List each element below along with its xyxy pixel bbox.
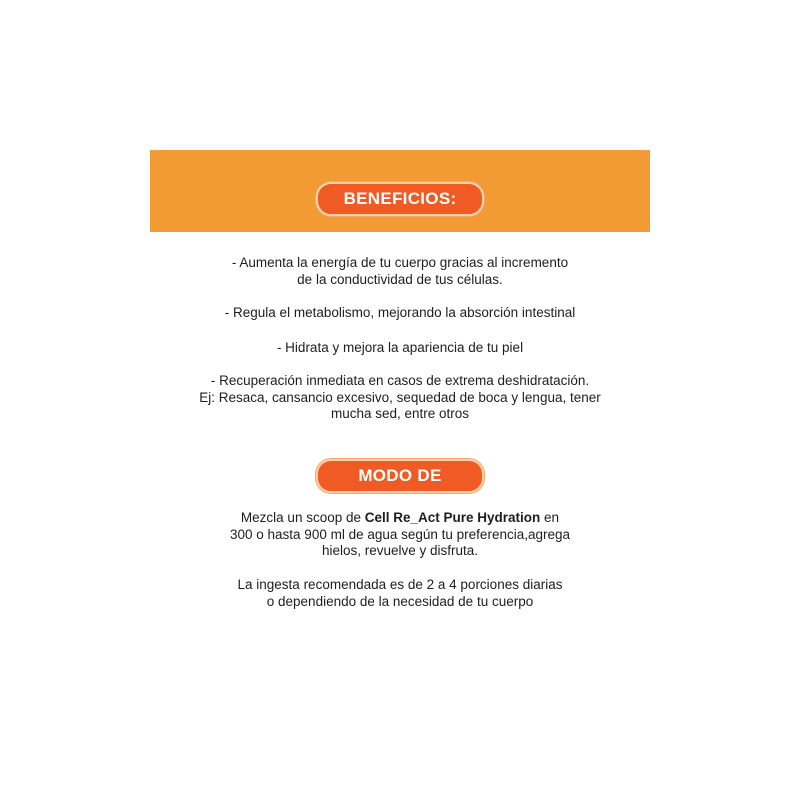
benefit-item-energy (150, 255, 650, 288)
usage-p1-line-3: hielos, revuelve y disfruta. (321, 543, 479, 558)
usage-heading: MODO DE EMPLEO: (358, 466, 442, 515)
benefit-recovery-line-2: Ej: Resaca, cansancio excesivo, sequedad de boca y lengua, tener (199, 389, 601, 405)
benefit-recovery-line-3: mucha sed, entre otros (330, 406, 470, 421)
usage-p1-line-2: 300 o hasta 900 ml de agua según tu preferencia,agrega (230, 526, 570, 542)
usage-p1-prefix: Mezcla un scoop de (240, 510, 365, 525)
usage-p2-line-2: o dependiendo de la necesidad de tu cuerpo (266, 593, 534, 609)
product-name: Cell Re_Act Pure Hydration (364, 510, 541, 525)
usage-paragraph-1 (150, 510, 650, 560)
benefit-item-skin (150, 340, 650, 357)
usage-p1-line-1 (150, 510, 650, 527)
benefit-metabolism-line-1: - Regula el metabolismo, mejorando la absorción intestinal (224, 305, 576, 320)
usage-p2-line-1: La ingesta recomendada es de 2 a 4 porciones diarias (237, 577, 563, 592)
usage-heading-pill (316, 459, 484, 515)
usage-p1-suffix: en (540, 510, 560, 525)
benefits-heading: BENEFICIOS: (343, 189, 457, 208)
benefits-heading-pill (316, 182, 484, 216)
benefit-item-metabolism (150, 305, 650, 322)
benefit-skin-line-1: - Hidrata y mejora la apariencia de tu piel (276, 340, 524, 355)
benefit-energy-line-2: de la conductividad de tus células. (297, 271, 503, 287)
benefit-recovery-line-1: - Recuperación inmediata en casos de extrema deshidratación. (210, 373, 590, 388)
benefit-item-recovery (150, 373, 650, 423)
benefit-energy-line-1: - Aumenta la energía de tu cuerpo gracias al incremento (231, 255, 569, 270)
usage-paragraph-2 (150, 577, 650, 610)
